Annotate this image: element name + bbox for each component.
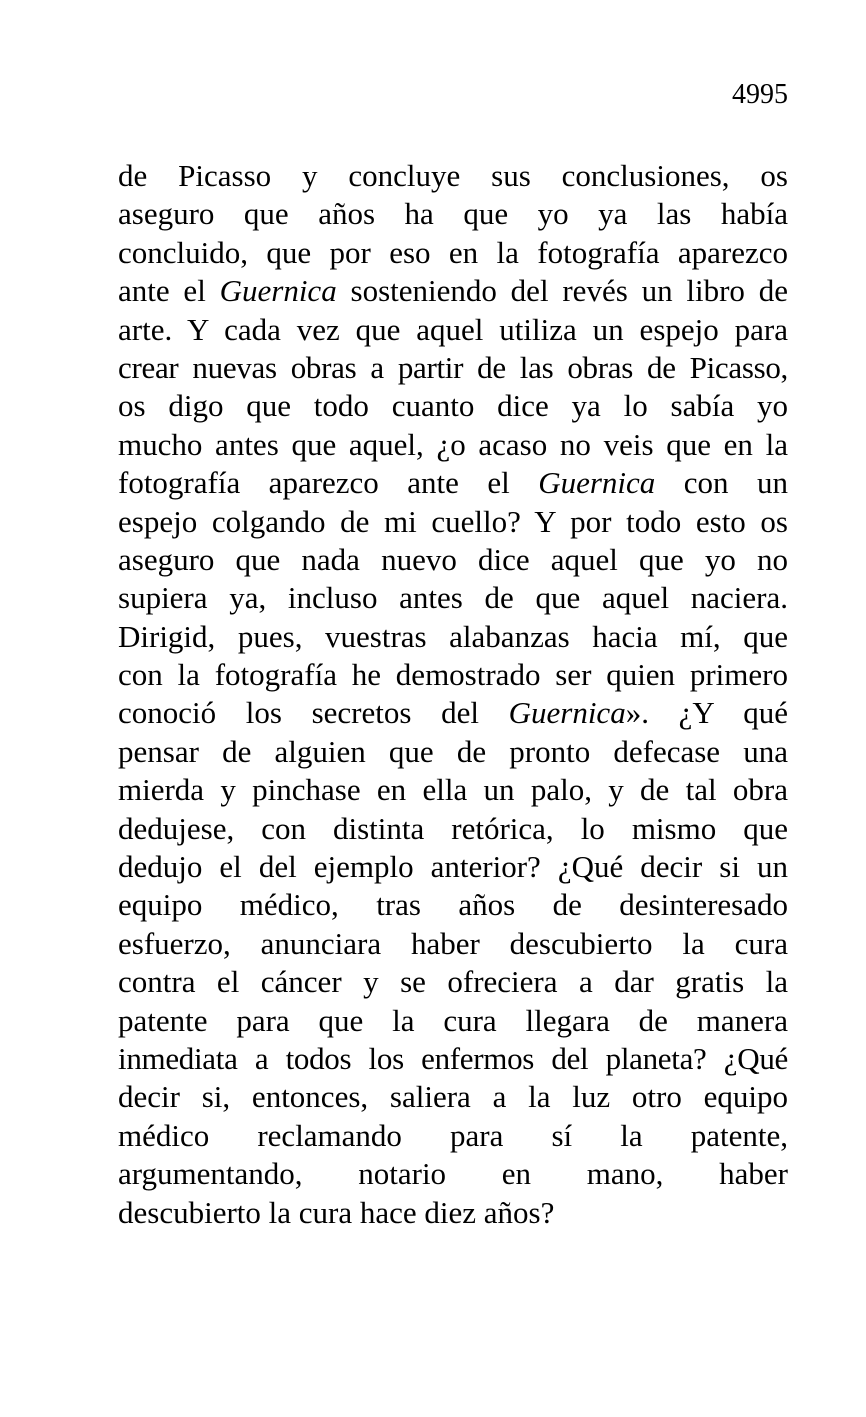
body-text <box>118 157 788 1232</box>
text-line: mucho antes que aquel, ¿o acaso no veis que en la <box>118 426 788 462</box>
text-line: supiera ya, incluso antes de que aquel naciera. <box>118 580 788 616</box>
text-line: espejo colgando de mi cuello? Y por todo esto os <box>118 503 788 539</box>
text-line: dedujo el del ejemplo anterior? ¿Qué decir si un <box>118 849 788 885</box>
text-line: médico reclamando para sí la patente, <box>118 1117 788 1153</box>
text-line: inmediata a todos los enfermos del planeta? ¿Qué <box>118 1040 788 1076</box>
text-line: os digo que todo cuanto dice ya lo sabía yo <box>118 388 788 424</box>
text-line: descubierto la cura hace diez años? <box>118 1194 555 1230</box>
text-line: arte. Y cada vez que aquel utiliza un espejo para <box>118 311 788 347</box>
text-line: concluido, que por eso en la fotografía aparezco <box>118 234 788 270</box>
italic-title: Guernica <box>538 465 656 501</box>
text-line: con la fotografía he demostrado ser quien primero <box>118 657 788 693</box>
text-line: equipo médico, tras años de desinteresado <box>118 887 788 923</box>
text-line: de Picasso y concluye sus conclusiones, os <box>118 158 788 193</box>
text-line: decir si, entonces, saliera a la luz otro equipo <box>118 1079 788 1115</box>
text-line: crear nuevas obras a partir de las obras de Picasso, <box>118 349 788 385</box>
text-line: contra el cáncer y se ofreciera a dar gratis la <box>118 964 788 1000</box>
text-line: pensar de alguien que de pronto defecase una <box>118 733 788 769</box>
text-line: patente para que la cura llegara de manera <box>118 1002 788 1038</box>
text-line: esfuerzo, anunciara haber descubierto la cura <box>118 925 788 961</box>
text-line: fotografía aparezco ante el Guernica con un <box>118 465 788 501</box>
page-number: 4995 <box>732 79 788 110</box>
text-line: aseguro que nada nuevo dice aquel que yo no <box>118 541 788 577</box>
text-line: ante el Guernica sosteniendo del revés un libro de <box>118 273 788 309</box>
italic-title: Guernica <box>508 695 626 731</box>
text-line: Dirigid, pues, vuestras alabanzas hacia mí, que <box>118 618 788 654</box>
text-line: aseguro que años ha que yo ya las había <box>118 196 788 232</box>
text-line: mierda y pinchase en ella un palo, y de tal obra <box>118 772 788 808</box>
text-line: dedujese, con distinta retórica, lo mismo que <box>118 810 788 846</box>
text-line: conoció los secretos del Guernica». ¿Y qué <box>118 695 788 731</box>
italic-title: Guernica <box>219 273 337 309</box>
text-line: argumentando, notario en mano, haber <box>118 1156 788 1192</box>
